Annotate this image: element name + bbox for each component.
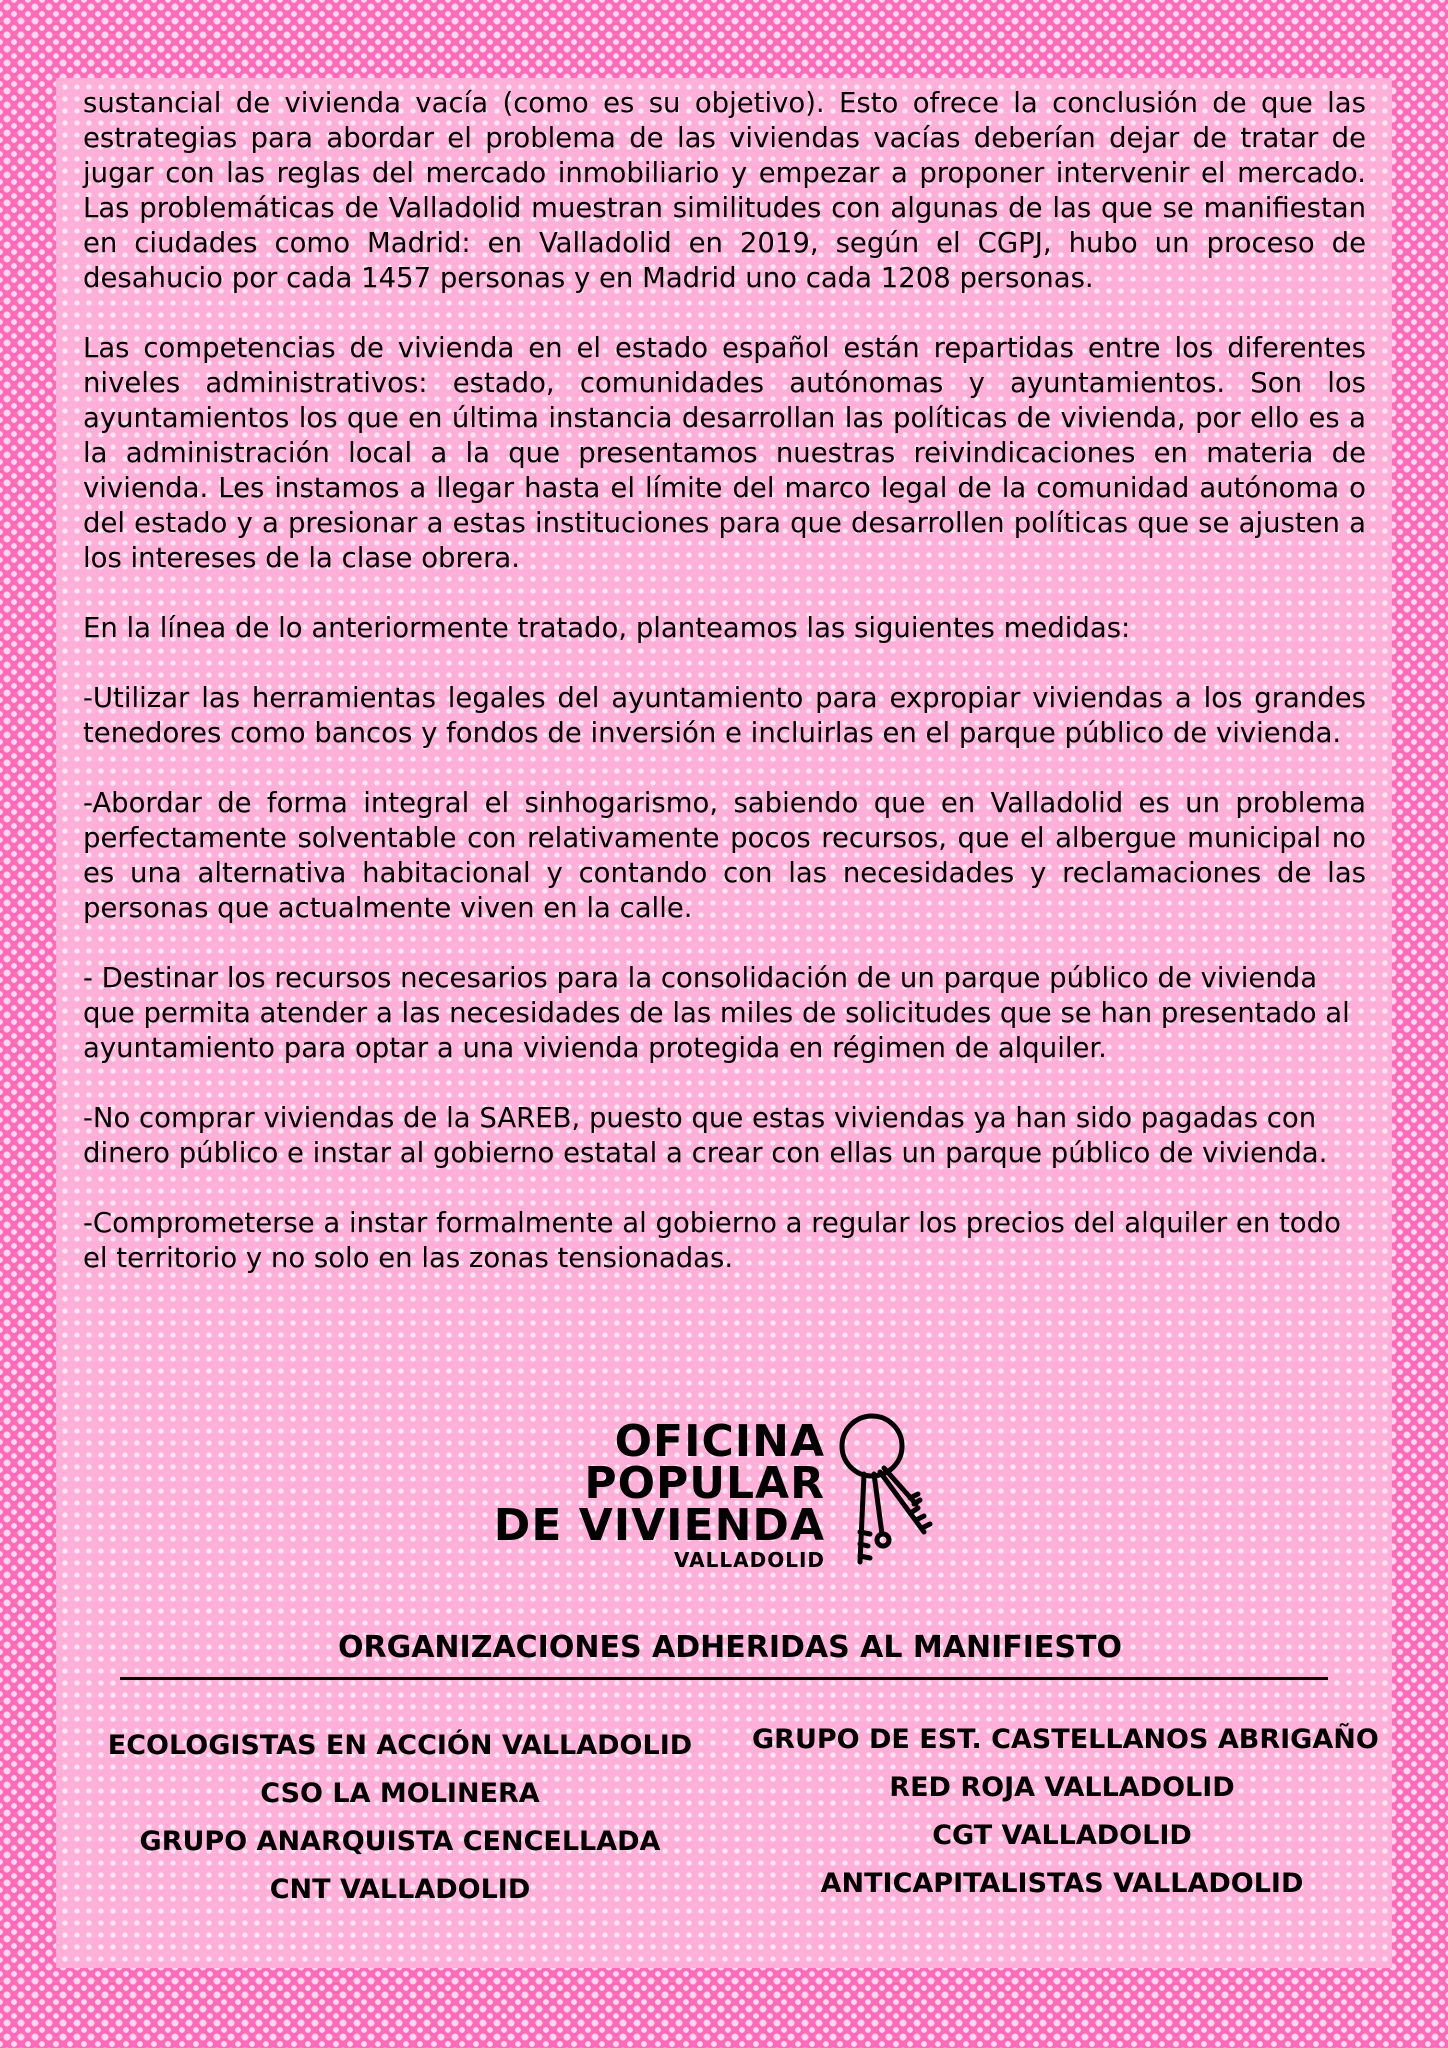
measure-item: -Comprometerse a instar formalmente al gobierno a regular los precios del alquiler en todo el territorio y no solo en las zonas tensionadas. (83, 1207, 1341, 1274)
organization-item: CSO LA MOLINERA (260, 1778, 540, 1809)
measure-item: -Abordar de forma integral el sinhogarismo, sabiendo que en Valladolid es un problema perfectamente solventable con relativamente pocos recursos, que el albergue municipal no es una alternativa habitacional y contando con las necesidades y reclamaciones de las personas que actualmente viven en la calle. (83, 787, 1366, 924)
oficina-logo (493, 1410, 940, 1572)
organization-item: CGT VALLADOLID (932, 1820, 1192, 1851)
paragraph: sustancial de vivienda vacía (como es su objetivo). Esto ofrece la conclusión de que las estrategias para abordar el problema de las viviendas vacías deberían dejar de tratar de jugar con las reglas del mercado inmobiliario y empezar a proponer intervenir el mercado. Las problemáticas de Valladolid muestran similitudes con algunas de las que se manifiestan en ciudades como Madrid: en Valladolid en 2019, según el CGPJ, hubo un proceso de desahucio por cada 1457 personas y en Madrid uno cada 1208 personas. (83, 87, 1366, 294)
logo-line-3: DE VIVIENDA (493, 1500, 825, 1551)
organization-item: ECOLOGISTAS EN ACCIÓN VALLADOLID (107, 1730, 693, 1761)
measure-item: - Destinar los recursos necesarios para la consolidación de un parque público de vivienda que permita atender a las necesidades de las miles de solicitudes que se han presentado al ayuntamiento para optar a una vivienda protegida en régimen de alquiler. (83, 962, 1350, 1064)
measure-item: -Utilizar las herramientas legales del ayuntamiento para expropiar viviendas a los grandes tenedores como bancos y fondos de inversión e incluirlas en el parque público de vivienda. (83, 682, 1366, 749)
measure-item: -No comprar viviendas de la SAREB, puesto que estas viviendas ya han sido pagadas con dinero público e instar al gobierno estatal a crear con ellas un parque público de vivienda. (83, 1102, 1328, 1169)
organizations-heading: ORGANIZACIONES ADHERIDAS AL MANIFIESTO (337, 1630, 1122, 1665)
organizations-right-column (752, 1716, 1379, 1908)
organization-item: ANTICAPITALISTAS VALLADOLID (820, 1868, 1304, 1899)
organization-item: GRUPO DE EST. CASTELLANOS ABRIGAÑO (752, 1724, 1379, 1755)
organizations-left-column (90, 1722, 710, 1914)
paragraph: Las competencias de vivienda en el estado español están repartidas entre los diferentes niveles administrativos: estado, comunidades autónomas y ayuntamientos. Son los ayuntamientos los que en última instancia desarrollan las políticas de vivienda, por ello es a la administración local a la que presentamos nuestras reivindicaciones en materia de vivienda. Les instamos a llegar hasta el límite del marco legal de la comunidad autónoma o del estado y a presionar a estas instituciones para que desarrollen políticas que se ajusten a los intereses de la clase obrera. (83, 332, 1366, 574)
divider (120, 1677, 1328, 1680)
logo-line-2: POPULAR (584, 1458, 825, 1509)
manifesto-text (83, 86, 1366, 1311)
organization-item: RED ROJA VALLADOLID (889, 1772, 1235, 1803)
organization-item: CNT VALLADOLID (269, 1874, 531, 1905)
logo-line-4: VALLADOLID (674, 1548, 825, 1572)
logo-line-1: OFICINA (614, 1416, 825, 1467)
organization-item: GRUPO ANARQUISTA CENCELLADA (139, 1826, 661, 1857)
paragraph: En la línea de lo anteriormente tratado, planteamos las siguientes medidas: (83, 612, 1131, 644)
keys-icon (820, 1412, 950, 1572)
